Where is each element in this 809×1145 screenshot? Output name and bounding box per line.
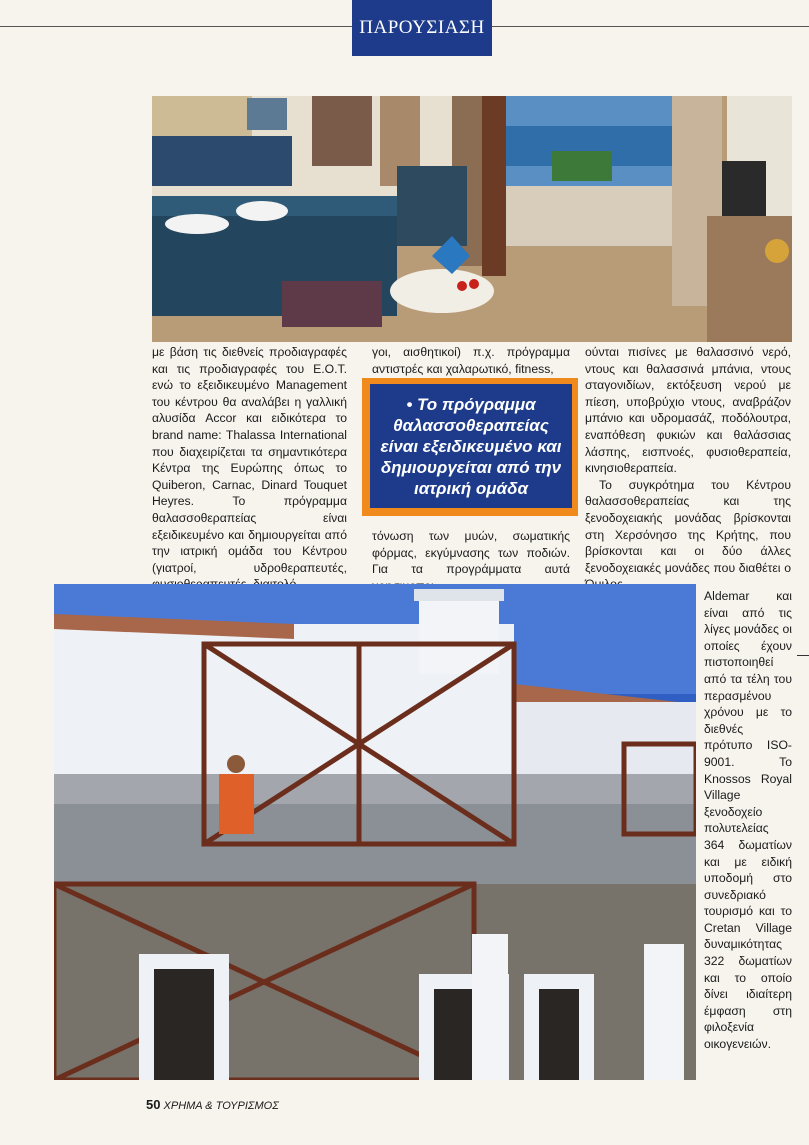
pull-quote (362, 378, 578, 516)
page-number: 50 (146, 1097, 161, 1112)
header-rule-left (0, 26, 352, 27)
column-3-paragraph-2: Το συγκρότημα του Κέντρου θαλασσοθεραπείας και της ξενοδοχειακής μονάδας βρίσκονται στη Χερσόνησο της Κρήτης, που βρίσκονται και οι δύο άλλες ξενοδοχειακές μονάδες που διαθέτει ο (585, 477, 791, 575)
margin-mark (797, 655, 809, 656)
column-1-text: με βάση τις διεθνείς προδιαγραφές και τις προδιαγραφές του Ε.Ο.Τ. ενώ το εξειδικευμένο Management του κέντρου θα αναλάβει η γαλλική αλυσίδα Accor και ειδικότερα το brand name: Thalassa International που διαχειρίζεται τα σημαντικότερα Κέντρα της Ευρώπης όπως το Quiberon, Carnac, Dinard Touquet Heyres. Το πρόγραμμα θαλασσοθεραπείας είναι εξειδικευμένο και δημιουργείται από την ιατρική ομάδα του Κέντρου (γιατροί, υδροθεραπευτές, (152, 345, 347, 575)
hotel-room-photo (152, 96, 792, 342)
narrow-column-text: Aldemar και είναι από τις λίγες μονάδες οι οποίες έχουν πιστοποιηθεί από τα τέλη του περασμένου χρόνου με το διεθνές πρότυπο ISO-9001. Το Knossos Royal Village ξενοδοχείο πολυτελείας 364 δωματίων και με ειδική υποδομή στο συνεδριακό τουρισμό και το Cretan Village δυναμικότητας 322 δωματίων και το οποίο δίνει ιδιαίτερη έμφαση στη φιλοξενία οικογενειών. (704, 589, 792, 1052)
column-2-bottom-text: τόνωση των μυών, σωματικής φόρμας, εκγύμνασης των ποδιών. Για τα προγράμματα αυτά (372, 529, 570, 577)
hotel-room-illustration (152, 96, 792, 342)
narrow-text-column (704, 588, 792, 1053)
text-column-1 (152, 344, 347, 593)
header-rule-right (492, 26, 809, 27)
hotel-exterior-illustration (54, 584, 696, 1080)
page-footer (146, 1097, 279, 1112)
text-column-2-top (372, 344, 570, 377)
section-tag: ΠΑΡΟΥΣΙΑΣΗ (352, 0, 492, 56)
pull-quote-text: • Το πρόγραμμα θαλασσοθεραπείας είναι εξειδικευμένο και δημιουργείται από την ιατρική ομάδα (370, 384, 572, 508)
magazine-name: ΧΡΗΜΑ & ΤΟΥΡΙΣΜΟΣ (163, 1100, 279, 1112)
column-2-top-text: γοι, αισθητικοί) π.χ. πρόγραμμα αντιστρές και χαλαρωτικό, fitness, (372, 345, 570, 376)
hotel-exterior-photo (54, 584, 696, 1080)
text-column-3 (585, 344, 791, 593)
column-3-paragraph-1: ούνται πισίνες με θαλασσινό νερό, ντους και θαλασσινά μπάνια, ντους σταγονιδίων, εκτόξευση νερού με πίεση, υποβρύχιο ντους, αναβράζον μπάνιο και υδρομασάζ, ποδόλουτρα, εναπόθεση φυκιών και θαλάσσιας λάσπης, εισπνοές, φυσιοθεραπεία, κινησιοθεραπεία. (585, 345, 791, 476)
